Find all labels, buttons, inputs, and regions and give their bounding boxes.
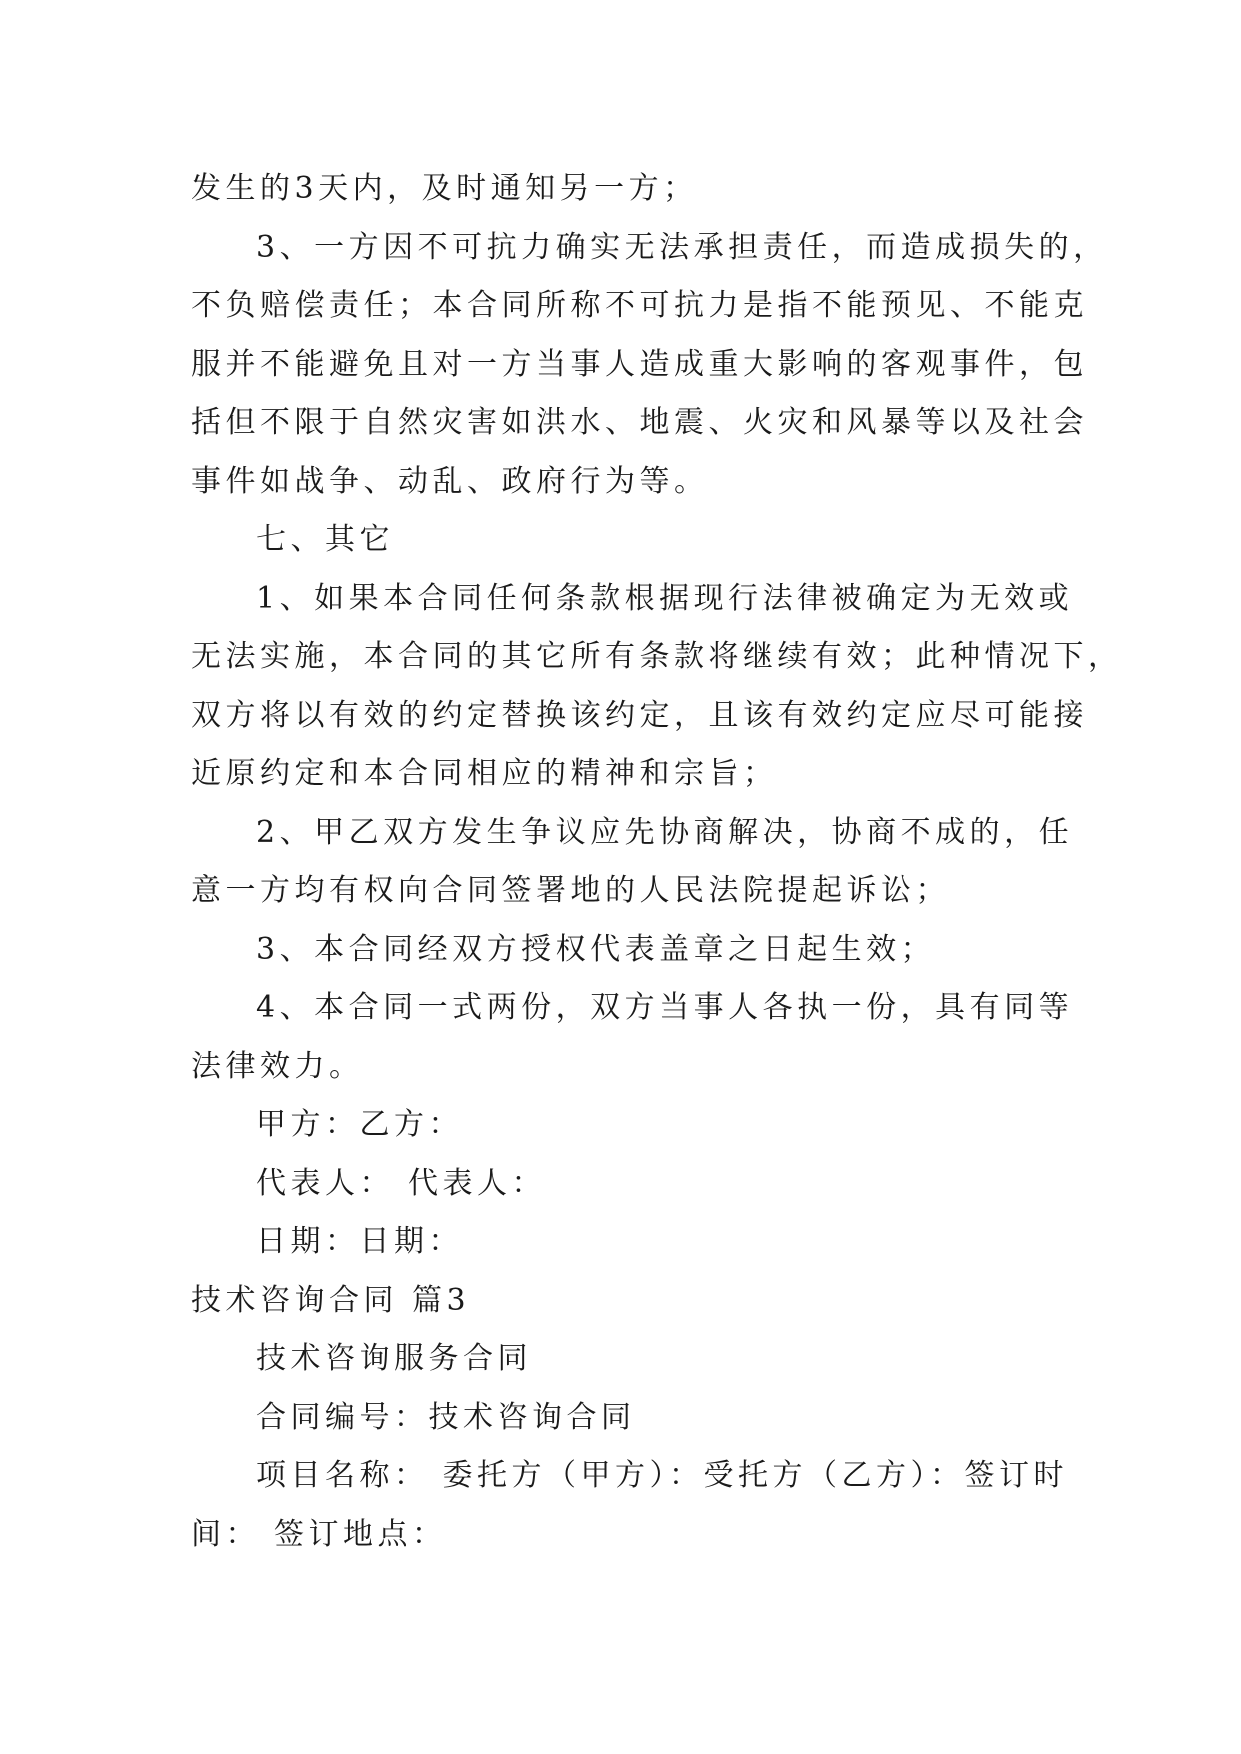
paragraph-line: 法律效力。: [191, 1048, 364, 1084]
paragraph-line: 1、如果本合同任何条款根据现行法律被确定为无效或: [256, 580, 1074, 616]
paragraph-line: 服并不能避免且对一方当事人造成重大影响的客观事件，包: [191, 346, 1088, 382]
signature-parties: 甲方：乙方：: [256, 1107, 463, 1142]
paragraph-line: 双方将以有效的约定替换该约定，且该有效约定应尽可能接: [191, 697, 1088, 733]
contract-title: 技术咨询服务合同: [256, 1341, 532, 1376]
contract-number: 合同编号：技术咨询合同: [256, 1399, 636, 1435]
paragraph-line: 括但不限于自然灾害如洪水、地震、火灾和风暴等以及社会: [191, 405, 1088, 440]
paragraph-line: 无法实施，本合同的其它所有条款将继续有效；此种情况下，: [191, 639, 1123, 674]
paragraph-line: 3、一方因不可抗力确实无法承担责任，而造成损失的，: [256, 229, 1108, 265]
paragraph-line: 2、甲乙双方发生争议应先协商解决，协商不成的，任: [256, 814, 1074, 850]
paragraph-line: 不负赔偿责任；本合同所称不可抗力是指不能预见、不能克: [191, 288, 1088, 323]
paragraph-line: 发生的3天内，及时通知另一方；: [191, 171, 698, 206]
paragraph-line: 3、本合同经双方授权代表盖章之日起生效；: [256, 931, 936, 967]
contract-details: 项目名称： 委托方（甲方）：受托方（乙方）：签订时: [256, 1458, 1069, 1493]
paragraph-line: 事件如战争、动乱、政府行为等。: [191, 463, 709, 499]
signature-dates: 日期：日期：: [256, 1224, 463, 1259]
contract-details-continued: 间： 签订地点：: [191, 1516, 447, 1552]
signature-representatives: 代表人： 代表人：: [256, 1165, 547, 1201]
section-heading: 七、其它: [256, 522, 394, 557]
paragraph-line: 意一方均有权向合同签署地的人民法院提起诉讼；: [191, 873, 950, 908]
document-body: [191, 160, 1123, 1564]
article-title: 技术咨询合同 篇3: [191, 1282, 471, 1318]
paragraph-line: 4、本合同一式两份，双方当事人各执一份，具有同等: [256, 990, 1074, 1025]
paragraph-line: 近原约定和本合同相应的精神和宗旨；: [191, 756, 778, 791]
